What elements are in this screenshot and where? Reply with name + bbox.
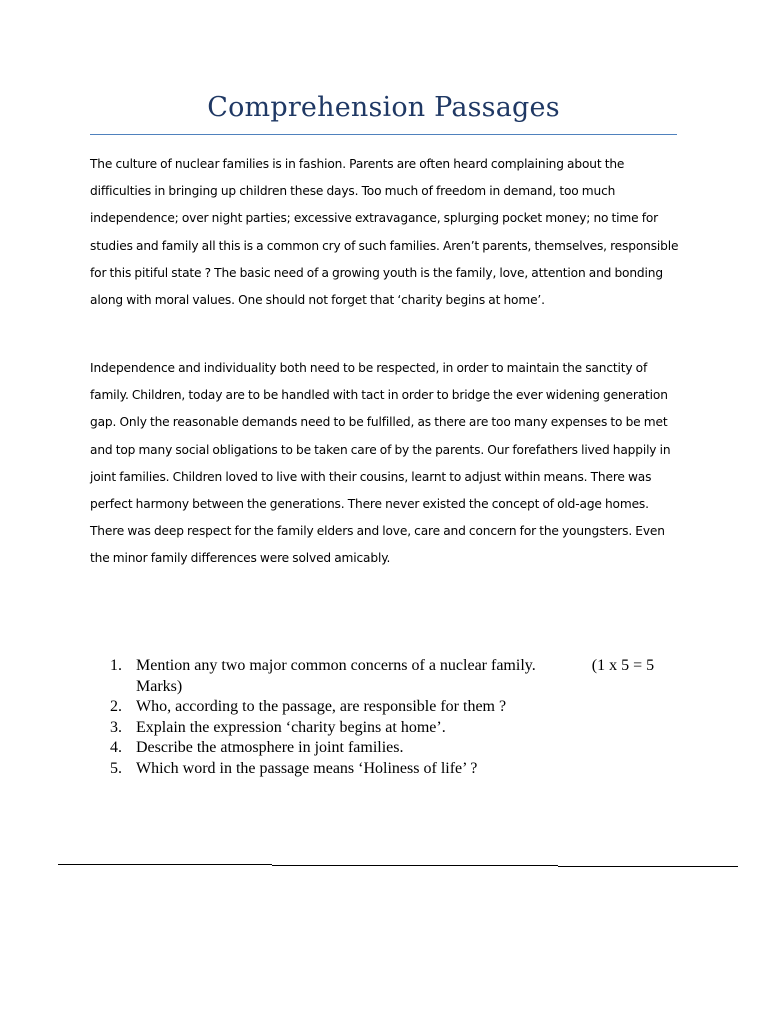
- question-text: Mention any two major common concerns of a nuclear family.: [136, 657, 536, 674]
- question-item-3: [110, 718, 680, 739]
- question-item-5: [110, 759, 680, 780]
- question-text: Explain the expression ‘charity begins at home’.: [136, 718, 446, 736]
- page-title: Comprehension Passages: [207, 92, 560, 123]
- question-item-4: [110, 738, 680, 759]
- divider-line-left: [58, 864, 272, 865]
- question-number: 3.: [110, 718, 122, 736]
- divider-line-right: [558, 866, 738, 867]
- question-number: 4.: [110, 739, 122, 756]
- question-item-1: [110, 656, 680, 697]
- question-number: 1.: [110, 657, 122, 674]
- passage-paragraph-2: Independence and individuality both need to be respected, in order to maintain the sanctity of family. Children, today are to be handled with tact in order to bridge the ever widening generation gap. Only the reasonable demands need to be fulfilled, as there are too many expenses to be met and top many social obligations to be taken care of by the parents. Our forefathers lived happily in joint families. Children loved to live with their cousins, learnt to adjust within means. There was perfect harmony between the generations. There never existed the concept of old-age homes. There was deep respect for the family elders and love, care and concern for the youngsters. Even the minor family differences were solved amicably.: [90, 361, 671, 566]
- question-list: [110, 656, 680, 779]
- question-text-wrapper: [136, 656, 680, 697]
- marks-allocation: (1 x 5 = 5 Marks): [136, 657, 655, 695]
- divider-line-middle: [272, 865, 558, 866]
- question-number: 2.: [110, 698, 122, 715]
- question-text: Which word in the passage means ‘Holiness of life’ ?: [136, 759, 478, 777]
- question-text: Who, according to the passage, are responsible for them ?: [136, 698, 507, 715]
- question-number: 5.: [110, 759, 122, 777]
- passage-paragraph-1: The culture of nuclear families is in fashion. Parents are often heard complaining about the difficulties in bringing up children these days. Too much of freedom in demand, too much independence; over night parties; excessive extravagance, splurging pocket money; no time for studies and family all this is a common cry of such families. Aren’t parents, themselves, responsible for this pitiful state ? The basic need of a growing youth is the family, love, attention and bonding along with moral values. One should not forget that ‘charity begins at home’.: [90, 157, 679, 308]
- title-underline: [90, 134, 677, 135]
- question-text: Describe the atmosphere in joint families.: [136, 739, 404, 756]
- question-item-2: [110, 697, 680, 718]
